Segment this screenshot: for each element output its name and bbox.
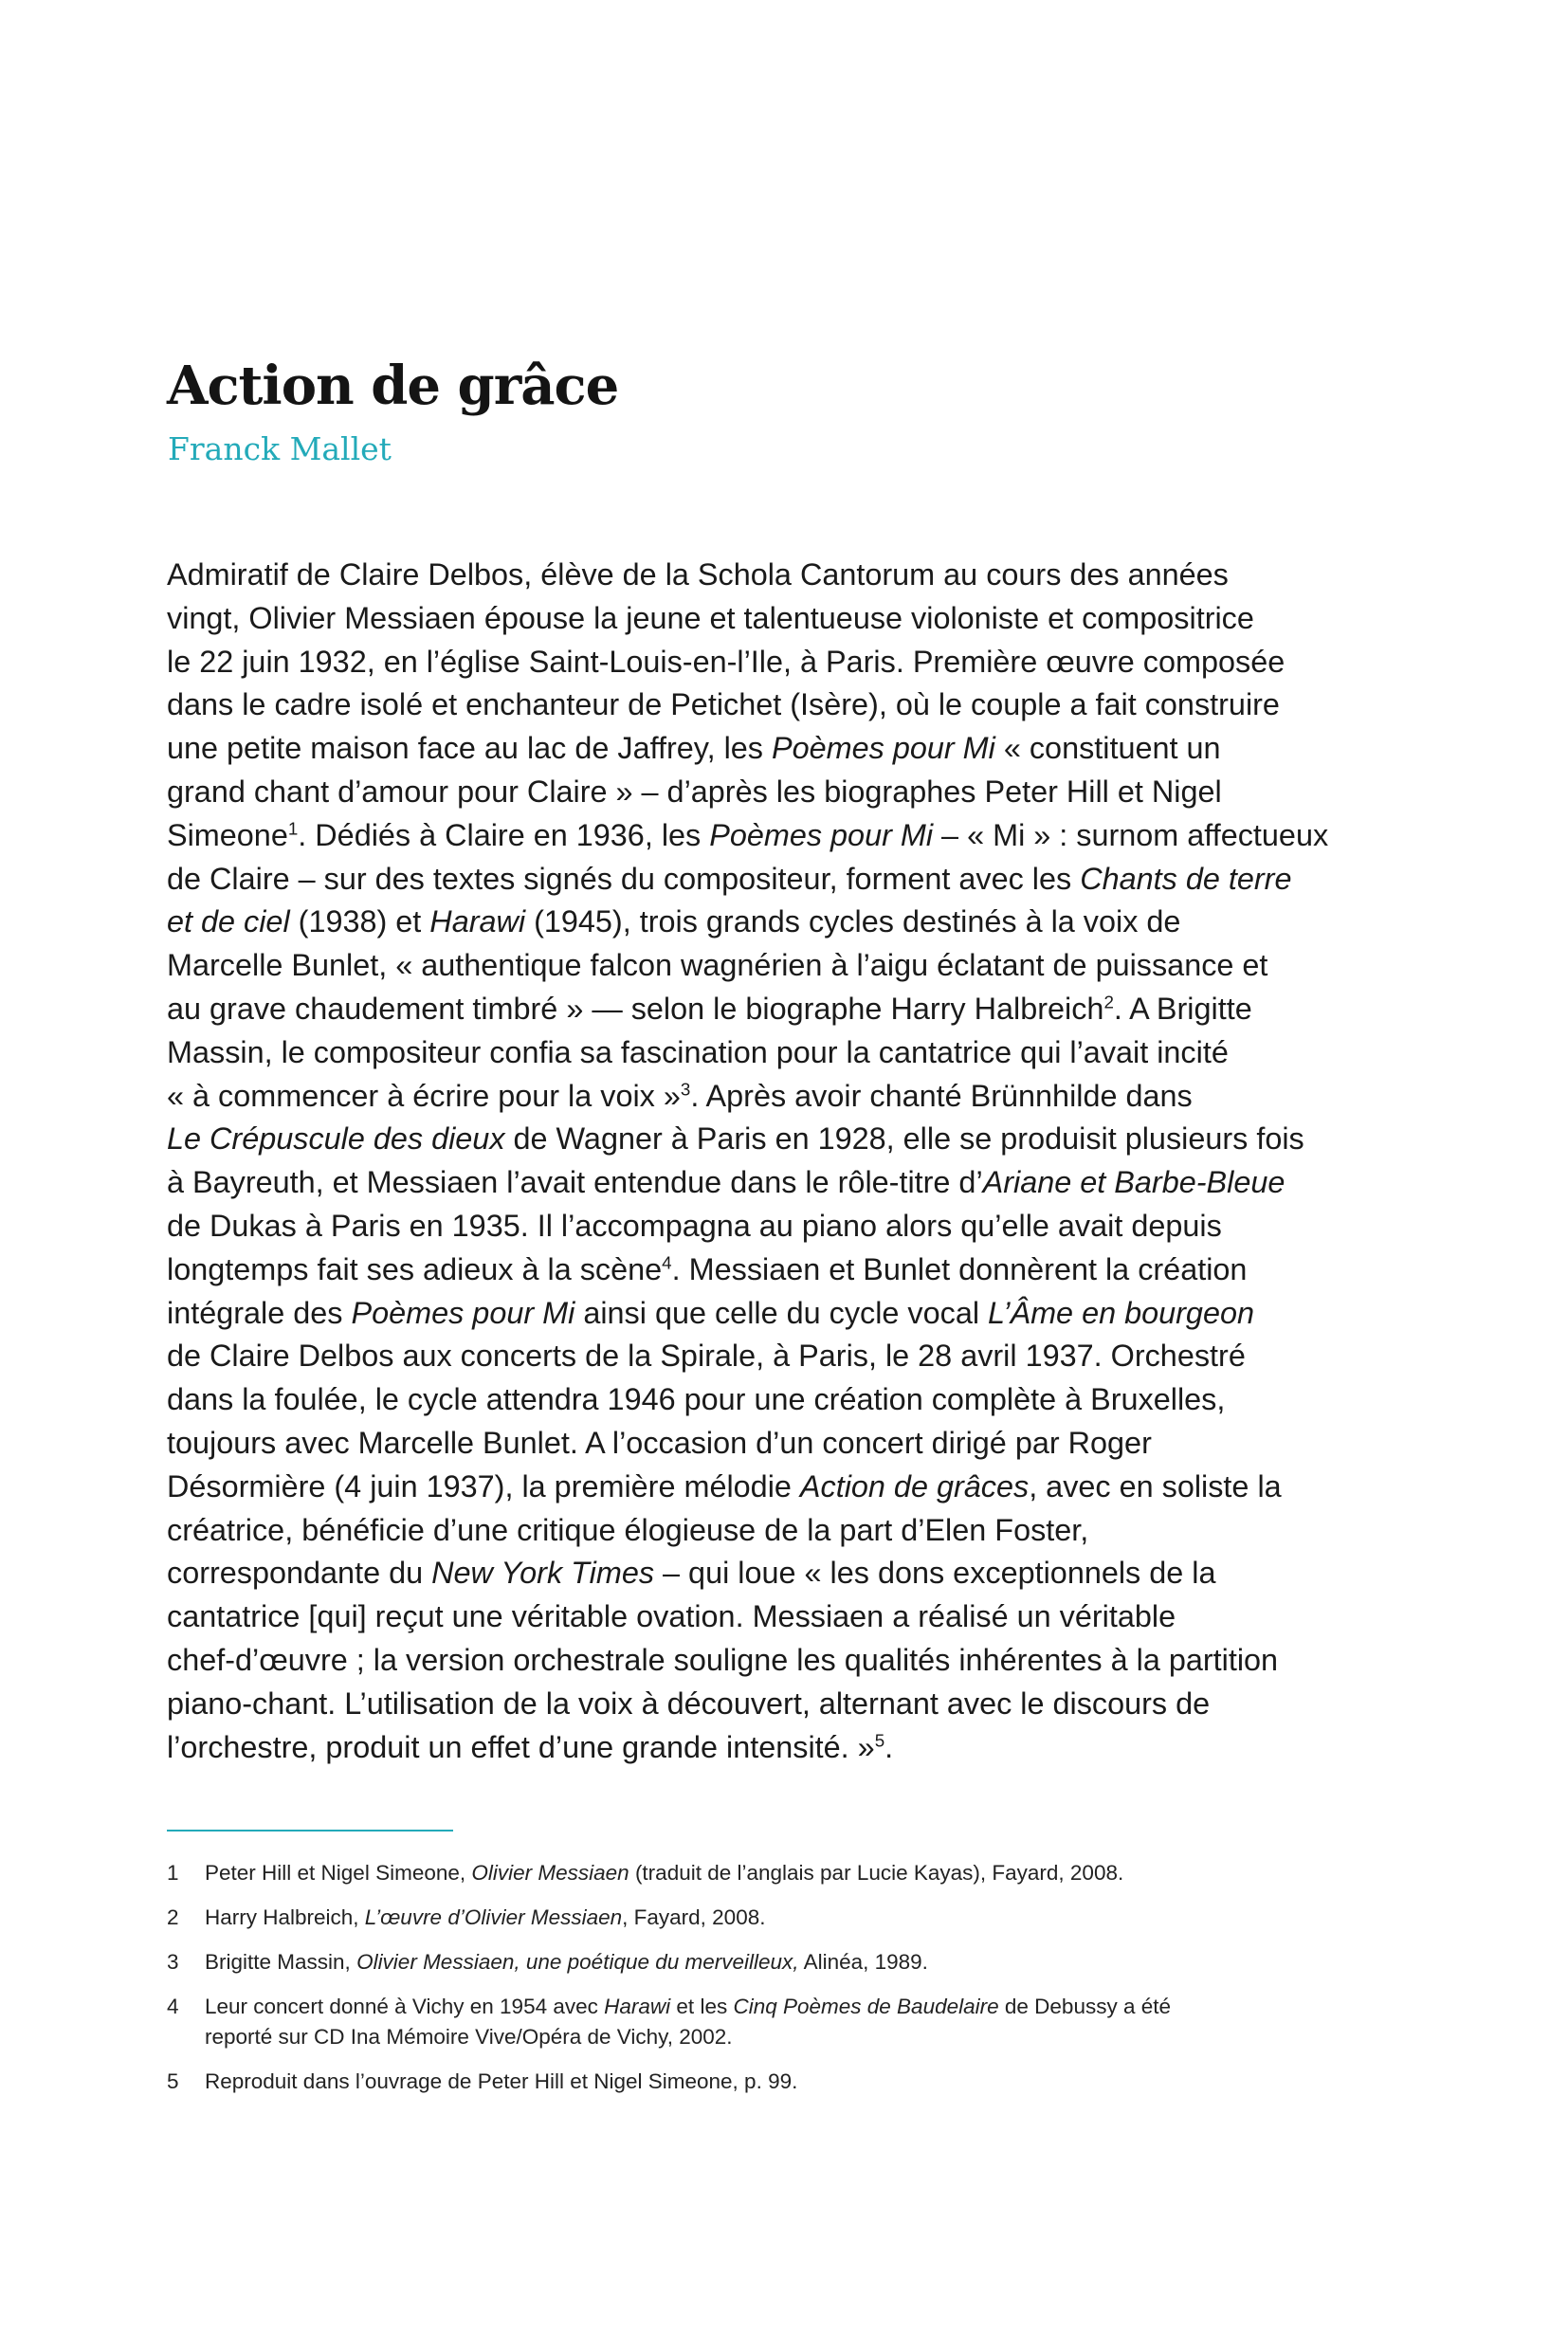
footnote-number: 3 [167,1950,179,1974]
text-run: . A Brigitte [1113,991,1252,1026]
text-run: Marcelle Bunlet, « authentique falcon wagnérien à l’aigu éclatant de puissance et [167,948,1268,983]
text-run: Brigitte Massin, [205,1950,357,1974]
text-run: « à commencer à écrire pour la voix » [167,1078,681,1113]
article-title: Action de grâce [167,355,619,417]
italic-text: L’Âme en bourgeon [988,1295,1254,1330]
footnote [167,1858,1411,1888]
text-run: une petite maison face au lac de Jaffrey, les [167,731,772,766]
text-run: ainsi que celle du cycle vocal [574,1295,989,1330]
text-run: de Debussy a été [998,1995,1172,2018]
text-run: vingt, Olivier Messiaen épouse la jeune et talentueuse violoniste et compositrice [167,600,1254,635]
article-body [167,554,1411,1769]
footnote-number: 5 [167,2069,179,2093]
footnote-ref: 2 [1103,992,1114,1012]
footnote-number: 2 [167,1905,179,1929]
footnote-ref: 3 [680,1078,691,1099]
article-author: Franck Mallet [168,430,392,467]
body-line [167,1075,1411,1119]
body-line [167,554,1411,597]
footnote-ref: 1 [287,818,299,839]
footnote-divider [167,1830,453,1832]
text-run: à Bayreuth, et Messiaen l’avait entendue dans le rôle-titre d’ [167,1165,983,1200]
italic-text: Olivier Messiaen, une poétique du merveilleux, [356,1950,799,1974]
body-line [167,1639,1411,1683]
footnote [167,2067,1411,2097]
body-line [167,858,1411,902]
italic-text: et de ciel [167,904,290,939]
body-line [167,1595,1411,1639]
italic-text: Chants de terre [1080,861,1292,896]
italic-text: Poèmes pour Mi [772,731,995,766]
body-line [167,1466,1411,1509]
text-run: , Fayard, 2008. [622,1905,766,1929]
body-line [167,1726,1411,1770]
text-run: Peter Hill et Nigel Simeone, [205,1861,472,1885]
footnotes-list [167,1858,1411,2111]
text-run: Simeone [167,817,288,852]
text-run: piano-chant. L’utilisation de la voix à découvert, alternant avec le discours de [167,1686,1211,1721]
footnote-text [205,2069,797,2093]
text-run: dans le cadre isolé et enchanteur de Petichet (Isère), où le couple a fait construire [167,687,1280,722]
footnote [167,1947,1411,1977]
text-run: de Claire Delbos aux concerts de la Spirale, à Paris, le 28 avril 1937. Orchestré [167,1339,1246,1374]
italic-text: Harawi [604,1995,671,2018]
footnote-text [205,1995,1171,2049]
text-run: créatrice, bénéficie d’une critique élogieuse de la part d’Elen Foster, [167,1512,1089,1547]
body-line [167,1248,1411,1292]
body-line [167,944,1411,988]
text-run: cantatrice [qui] reçut une véritable ovation. Messiaen a réalisé un véritable [167,1599,1176,1634]
text-run: Reproduit dans l’ouvrage de Peter Hill et Nigel Simeone, p. 99. [205,2069,798,2093]
body-line [167,771,1411,814]
footnote-text [205,1861,1123,1885]
italic-text: Harawi [429,904,526,939]
text-run: (1945), trois grands cycles destinés à la voix de [525,904,1181,939]
footnote-number: 1 [167,1861,179,1885]
body-line [167,988,1411,1031]
italic-text: Olivier Messiaen [471,1861,629,1885]
footnote [167,1992,1411,2052]
text-run: reporté sur CD Ina Mémoire Vive/Opéra de Vichy, 2002. [205,2025,733,2049]
body-line [167,683,1411,727]
body-line [167,1292,1411,1336]
body-line [167,1683,1411,1726]
footnote-text [205,1905,765,1929]
body-line [167,1378,1411,1422]
text-run: intégrale des [167,1295,352,1330]
italic-text: Poèmes pour Mi [709,817,934,852]
text-run: . Messiaen et Bunlet donnèrent la création [671,1251,1248,1286]
italic-text: Poèmes pour Mi [351,1295,575,1330]
italic-text: Le Crépuscule des dieux [167,1121,505,1157]
text-run: de Wagner à Paris en 1928, elle se produisit plusieurs fois [504,1121,1304,1157]
body-line [167,814,1411,858]
body-line [167,727,1411,771]
body-line [167,1335,1411,1378]
text-run: . Après avoir chanté Brünnhilde dans [690,1078,1193,1113]
text-run: Alinéa, 1989. [798,1950,928,1974]
text-run: l’orchestre, produit un effet d’une grande intensité. » [167,1729,875,1764]
body-line [167,1552,1411,1595]
text-run: Massin, le compositeur confia sa fascination pour la cantatrice qui l’avait incité [167,1034,1229,1069]
text-run: Leur concert donné à Vichy en 1954 avec [205,1995,605,2018]
text-run: grand chant d’amour pour Claire » – d’après les biographes Peter Hill et Nigel [167,774,1222,809]
body-line [167,1031,1411,1075]
text-run: le 22 juin 1932, en l’église Saint-Louis-en-l’Ile, à Paris. Première œuvre composée [167,644,1285,679]
body-line [167,1509,1411,1553]
italic-text: L’œuvre d’Olivier Messiaen [364,1905,623,1929]
text-run: dans la foulée, le cycle attendra 1946 pour une création complète à Bruxelles, [167,1382,1226,1417]
text-run: , avec en soliste la [1029,1468,1282,1504]
italic-text: Ariane et Barbe-Bleue [982,1165,1285,1200]
text-run: correspondante du [167,1556,432,1591]
italic-text: Action de grâces [799,1468,1030,1504]
text-run: longtemps fait ses adieux à la scène [167,1251,663,1286]
text-run: et les [670,1995,734,2018]
footnote [167,1903,1411,1933]
body-line [167,1118,1411,1161]
text-run: au grave chaudement timbré » — selon le biographe Harry Halbreich [167,991,1104,1026]
text-run: de Dukas à Paris en 1935. Il l’accompagna au piano alors qu’elle avait depuis [167,1208,1222,1243]
body-line [167,1422,1411,1466]
body-line [167,597,1411,641]
text-run: Harry Halbreich, [205,1905,365,1929]
body-line [167,901,1411,944]
text-run: – « Mi » : surnom affectueux [933,817,1329,852]
text-run: « constituent un [994,731,1221,766]
text-run: (traduit de l’anglais par Lucie Kayas), Fayard, 2008. [629,1861,1124,1885]
text-run: (1938) et [289,904,430,939]
text-run: de Claire – sur des textes signés du compositeur, forment avec les [167,861,1081,896]
text-run: – qui loue « les dons exceptionnels de la [654,1556,1216,1591]
body-line [167,641,1411,684]
footnote-number: 4 [167,1995,179,2018]
text-run: . [884,1729,894,1764]
italic-text: New York Times [431,1556,655,1591]
text-run: Admiratif de Claire Delbos, élève de la Schola Cantorum au cours des années [167,557,1229,592]
body-line [167,1205,1411,1248]
text-run: toujours avec Marcelle Bunlet. A l’occasion d’un concert dirigé par Roger [167,1425,1152,1460]
footnote-ref: 5 [874,1729,885,1750]
text-run: Désormière (4 juin 1937), la première mélodie [167,1468,800,1504]
footnote-ref: 4 [662,1252,672,1273]
text-run: chef-d’œuvre ; la version orchestrale souligne les qualités inhérentes à la partition [167,1642,1279,1677]
footnote-text [205,1950,928,1974]
text-run: . Dédiés à Claire en 1936, les [298,817,710,852]
body-line [167,1161,1411,1205]
italic-text: Cinq Poèmes de Baudelaire [733,1995,999,2018]
